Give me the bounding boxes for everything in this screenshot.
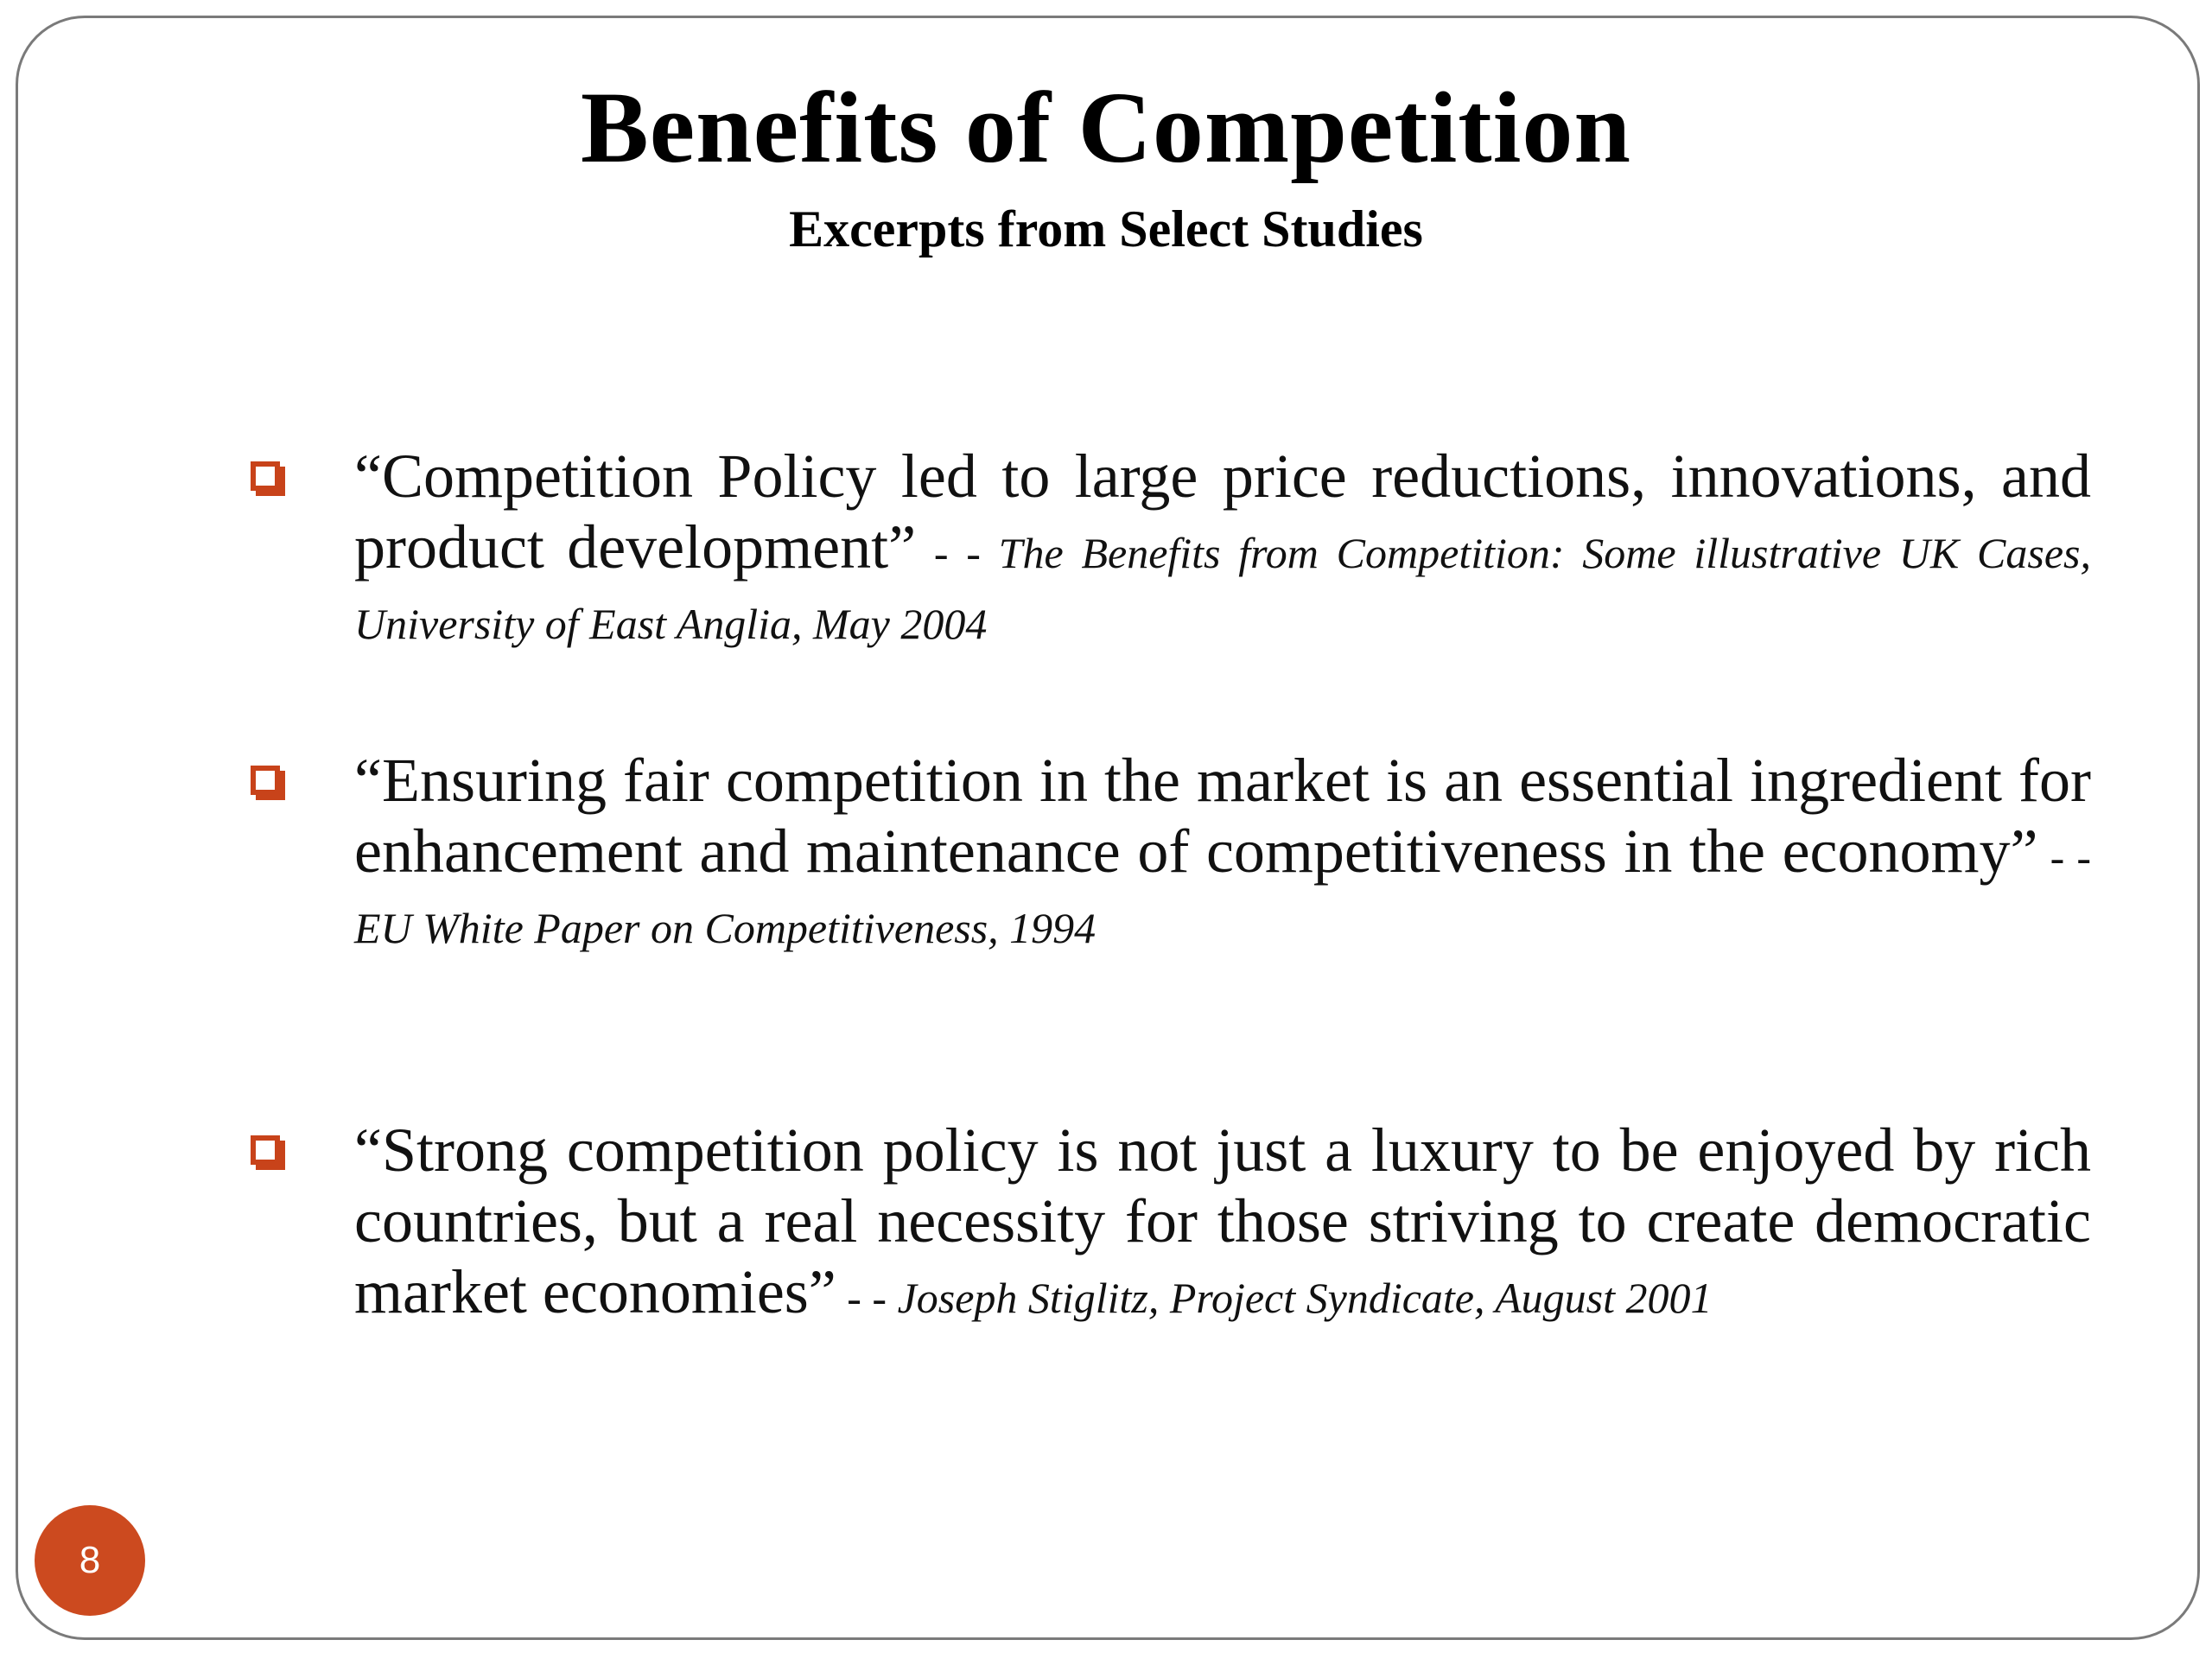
- bullet-item: [242, 745, 2091, 957]
- hollow-square-icon: [251, 461, 280, 491]
- bullet-item: [242, 1115, 2091, 1327]
- quote-text: “Ensuring fair competition in the market is an essential ingredient for enhancement and maintenance of competitiveness in the economy”: [354, 746, 2091, 886]
- slide-title: Benefits of Competition: [581, 71, 1631, 184]
- citation-text: - - EU White Paper on Competitiveness, 1994: [354, 833, 2091, 952]
- slide-subtitle: Excerpts from Select Studies: [789, 200, 1423, 257]
- hollow-square-icon: [251, 766, 280, 795]
- quote-text: “Strong competition policy is not just a luxury to be enjoyed by rich countries, but a real necessity for those striving to create democratic market economies”: [354, 1116, 2091, 1326]
- citation-text: - - Joseph Stiglitz, Project Syndicate, August 2001: [836, 1274, 1713, 1322]
- citation-text: - - The Benefits from Competition: Some illustrative UK Cases, University of East Anglia, May 2004: [354, 529, 2092, 648]
- bullet-text: [354, 441, 2091, 653]
- bullet-text: [354, 1115, 2091, 1327]
- bullet-item: [242, 441, 2091, 653]
- bullet-text: [354, 745, 2091, 957]
- page-number-badge: 8: [35, 1505, 145, 1616]
- hollow-square-icon: [251, 1135, 280, 1165]
- quote-text: “Competition Policy led to large price reductions, innovations, and product development”: [354, 442, 2091, 582]
